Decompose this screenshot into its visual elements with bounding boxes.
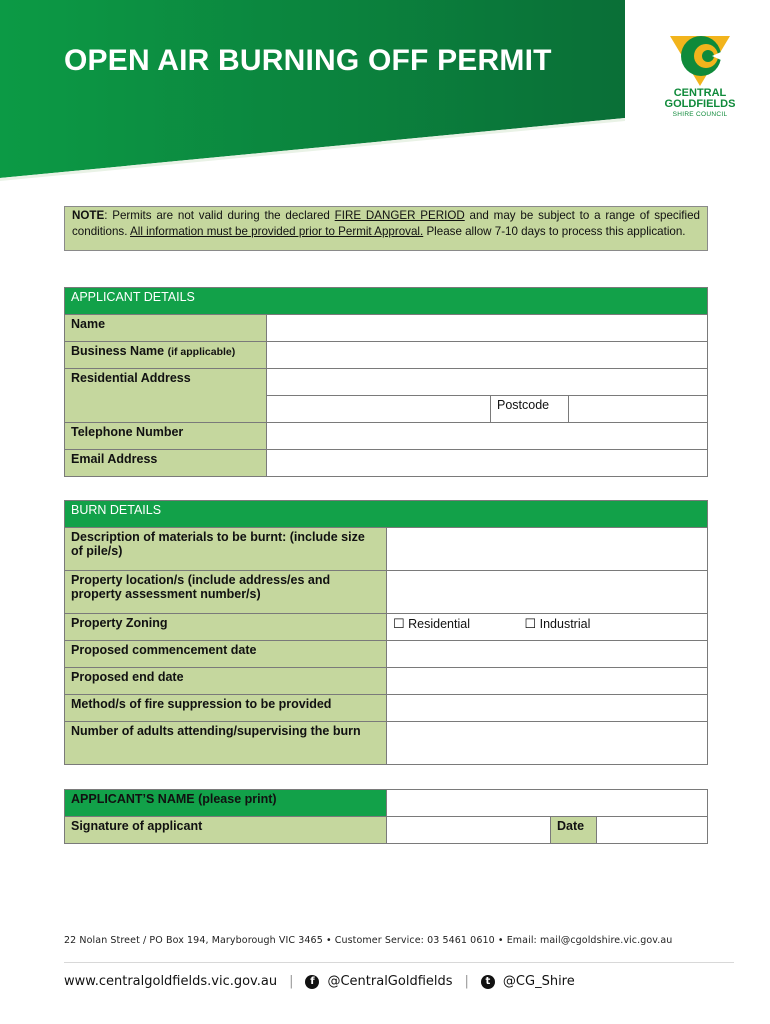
email-label: Email Address [65, 450, 267, 477]
location-label: Property location/s (include address/es and property assessment number/s) [65, 571, 387, 614]
name-field[interactable] [267, 315, 708, 342]
industrial-label: Industrial [539, 617, 591, 631]
zoning-industrial-option[interactable] [524, 616, 590, 632]
business-name-suffix: (if applicable) [167, 346, 236, 358]
suppression-label: Method/s of fire suppression to be provided [65, 695, 387, 722]
postcode-field[interactable] [569, 396, 708, 423]
residential-checkbox[interactable]: ☐ [393, 616, 405, 631]
footer-address: 22 Nolan Street / PO Box 194, Maryborough VIC 3465 • Customer Service: 03 5461 0610 • Email: mail@cgoldshire.vic.gov.au [64, 935, 673, 946]
note-label: NOTE [72, 209, 105, 222]
logo-line-goldfields: GOLDFIELDS [664, 98, 736, 110]
footer-links [64, 974, 575, 989]
commencement-field[interactable] [387, 641, 708, 668]
end-date-field[interactable] [387, 668, 708, 695]
residential-address-field-2[interactable] [267, 396, 491, 423]
twitter-link[interactable]: @CG_Shire [502, 974, 575, 989]
end-date-label: Proposed end date [65, 668, 387, 695]
burn-details-table [64, 500, 708, 765]
signature-label: Signature of applicant [65, 817, 387, 844]
website-link[interactable]: www.centralgoldfields.vic.gov.au [64, 974, 278, 989]
twitter-icon: t [481, 975, 495, 989]
applicant-name-label: APPLICANT’S NAME (please print) [65, 790, 387, 817]
zoning-residential-option[interactable] [393, 616, 521, 632]
applicant-details-heading: APPLICANT DETAILS [65, 288, 708, 315]
materials-field[interactable] [387, 528, 708, 571]
business-name-label [65, 342, 267, 369]
adults-label: Number of adults attending/supervising the burn [65, 722, 387, 765]
adults-field[interactable] [387, 722, 708, 765]
zoning-label: Property Zoning [65, 614, 387, 641]
telephone-label: Telephone Number [65, 423, 267, 450]
facebook-link[interactable]: @CentralGoldfields [327, 974, 453, 989]
suppression-field[interactable] [387, 695, 708, 722]
residential-address-label: Residential Address [65, 369, 267, 423]
business-name-field[interactable] [267, 342, 708, 369]
signature-table [64, 789, 708, 844]
residential-address-field[interactable] [267, 369, 708, 396]
footer-divider [64, 962, 734, 963]
name-label: Name [65, 315, 267, 342]
footer-separator: | [289, 974, 294, 989]
date-label: Date [551, 817, 597, 844]
facebook-icon: f [305, 975, 319, 989]
note-text-3: Please allow 7-10 days to process this application. [423, 225, 686, 238]
note-text-1: : Permits are not valid during the declared [104, 209, 335, 222]
signature-field[interactable] [387, 817, 551, 844]
location-field[interactable] [387, 571, 708, 614]
business-name-text: Business Name [71, 344, 165, 358]
zoning-options [387, 614, 708, 641]
industrial-checkbox[interactable]: ☐ [524, 616, 537, 631]
residential-label: Residential [408, 617, 470, 631]
date-field[interactable] [597, 817, 708, 844]
commencement-label: Proposed commencement date [65, 641, 387, 668]
council-logo [650, 30, 750, 130]
applicant-details-table [64, 287, 708, 477]
telephone-field[interactable] [267, 423, 708, 450]
council-logo-icon [668, 30, 732, 88]
logo-line-central: CENTRAL [673, 87, 727, 99]
logo-line-shire: SHIRE COUNCIL [672, 111, 728, 118]
postcode-label: Postcode [491, 396, 569, 423]
footer-separator-2: | [464, 974, 469, 989]
info-required-text: All information must be provided prior to Permit Approval. [130, 225, 424, 238]
email-field[interactable] [267, 450, 708, 477]
fire-danger-period-text: FIRE DANGER PERIOD [334, 209, 465, 222]
materials-label: Description of materials to be burnt: (include size of pile/s) [65, 528, 387, 571]
note-box [64, 206, 708, 251]
applicant-name-field[interactable] [387, 790, 708, 817]
page-title: OPEN AIR BURNING OFF PERMIT [64, 44, 552, 77]
note-text-2: and may be subject to a range of specified conditions. [72, 209, 700, 238]
burn-details-heading: BURN DETAILS [65, 501, 708, 528]
